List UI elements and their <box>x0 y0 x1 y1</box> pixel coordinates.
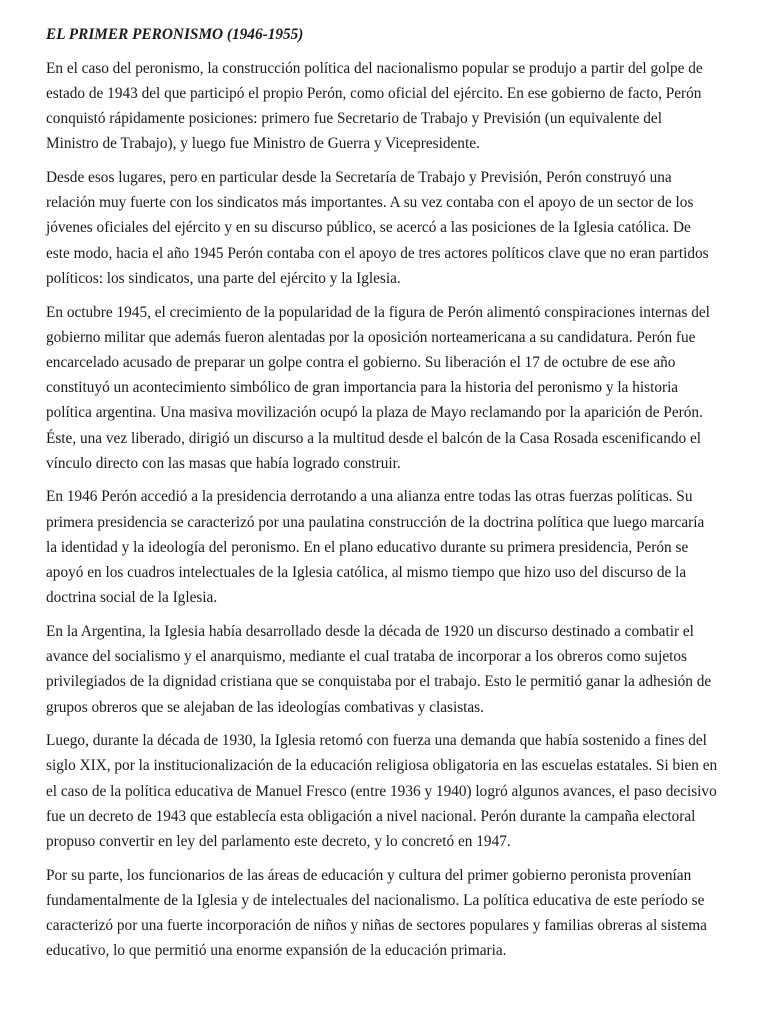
document-title: EL PRIMER PERONISMO (1946-1955) <box>46 26 304 43</box>
paragraph-6: Luego, durante la década de 1930, la Iglesia retomó con fuerza una demanda que había sostenido a fines del siglo XIX, por la institucionalización de la educación religiosa obligatoria en las escuelas estatales. Si bien en el caso de la política educativa de Manuel Fresco (entre 1936 y 1940) logró algunos avances, el paso decisivo fue un decreto de 1943 que establecía esta obligación a nivel nacional. Perón durante la campaña electoral propuso convertir en ley del parlamento este decreto, y lo concretó en 1947. <box>46 732 718 851</box>
paragraph-4: En 1946 Perón accedió a la presidencia derrotando a una alianza entre todas las otras fuerzas políticas. Su primera presidencia se caracterizó por una paulatina construcción de la doctrina política que luego marcaría la identidad y la ideología del peronismo. En el plano educativo durante su primera presidencia, Perón se apoyó en los cuadros intelectuales de la Iglesia católica, al mismo tiempo que hizo uso del discurso de la doctrina social de la Iglesia. <box>46 488 705 607</box>
paragraph-7: Por su parte, los funcionarios de las áreas de educación y cultura del primer gobierno peronista provenían fundamentalmente de la Iglesia y de intelectuales del nacionalismo. La política educativa de este período se caracterizó por una fuerte incorporación de niños y niñas de sectores populares y familias obreras al sistema educativo, lo que permitió una enorme expansión de la educación primaria. <box>46 866 707 960</box>
paragraph-1: En el caso del peronismo, la construcción política del nacionalismo popular se produjo a partir del golpe de estado de 1943 del que participó el propio Perón, como oficial del ejército. En ese gobierno de facto, Perón conquistó rápidamente posiciones: primero fue Secretario de Trabajo y Previsión (un equivalente del Ministro de Trabajo), y luego fue Ministro de Guerra y Vicepresidente. <box>46 59 703 153</box>
paragraph-5: En la Argentina, la Iglesia había desarrollado desde la década de 1920 un discurso destinado a combatir el avance del socialismo y el anarquismo, mediante el cual trataba de incorporar a los obreros como sujetos privilegiados de la dignidad cristiana que se conquistaba por el trabajo. Esto le permitió ganar la adhesión de grupos obreros que se alejaban de las ideologías combativas y clasistas. <box>46 622 712 716</box>
paragraph-2: Desde esos lugares, pero en particular desde la Secretaría de Trabajo y Previsión, Perón construyó una relación muy fuerte con los sindicatos más importantes. A su vez contaba con el apoyo de un sector de los jóvenes oficiales del ejército y en su discurso público, se acercó a las posiciones de la Iglesia católica. De este modo, hacia el año 1945 Perón contaba con el apoyo de tres actores políticos clave que no eran partidos políticos: los sindicatos, una parte del ejército y la Iglesia. <box>46 169 709 287</box>
document-page <box>46 22 718 972</box>
paragraph-3: En octubre 1945, el crecimiento de la popularidad de la figura de Perón alimentó conspiraciones internas del gobierno militar que además fueron alentadas por la oposición norteamericana a su candidatura. Perón fue encarcelado acusado de preparar un golpe contra el gobierno. Su liberación el 17 de octubre de ese año constituyó un acontecimiento simbólico de gran importancia para la historia del peronismo y la historia política argentina. Una masiva movilización ocupó la plaza de Mayo reclamando por la aparición de Perón. Éste, una vez liberado, dirigió un discurso a la multitud desde el balcón de la Casa Rosada escenificando el vínculo directo con las masas que había logrado construir. <box>46 303 710 472</box>
